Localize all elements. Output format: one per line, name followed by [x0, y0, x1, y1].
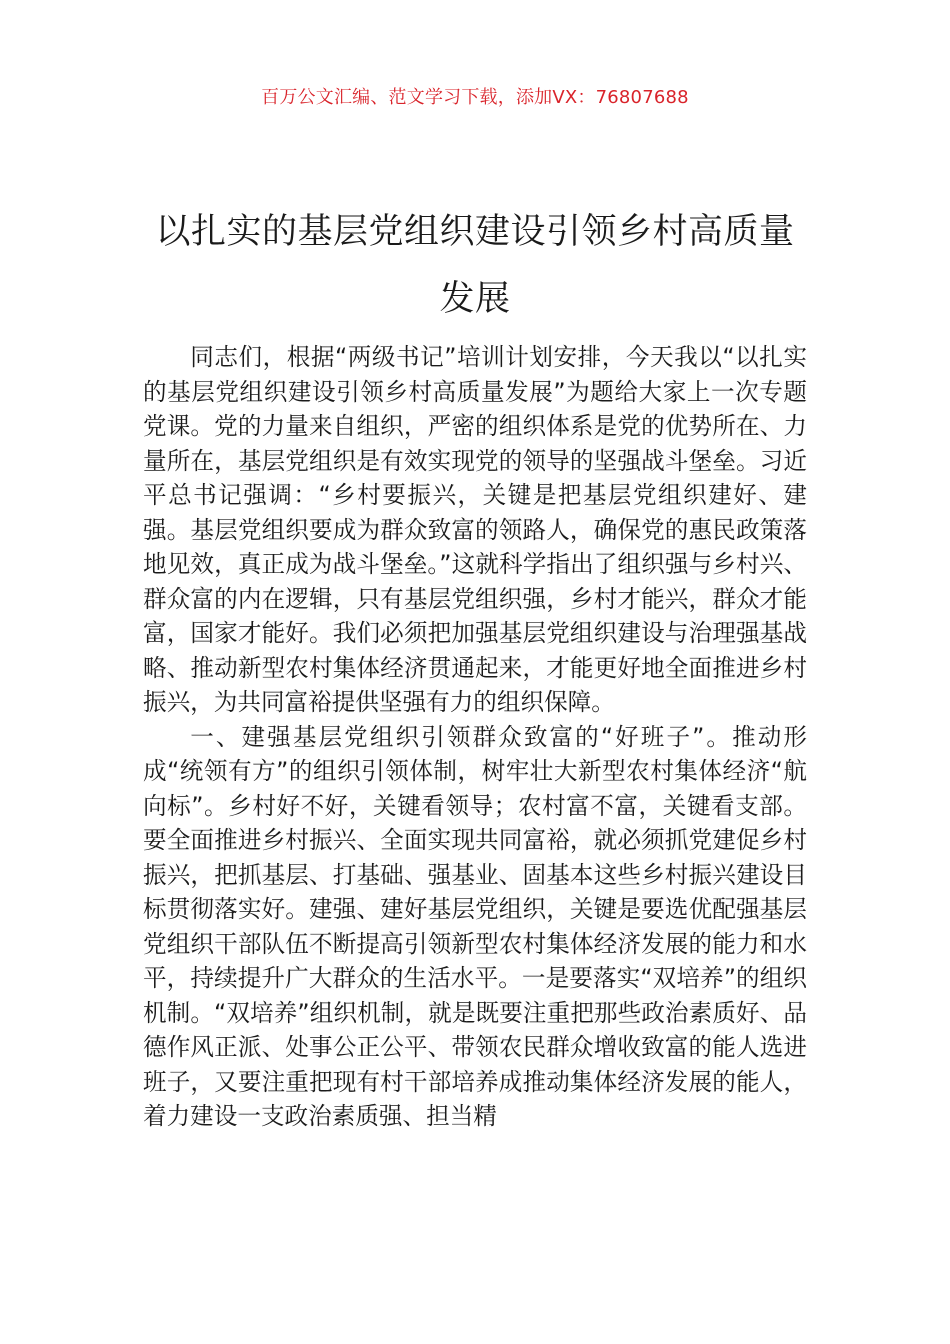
- document-title: 以扎实的基层党组织建设引领乡村高质量发展: [155, 212, 795, 320]
- paragraph-intro: 同志们，根据“两级书记”培训计划安排，今天我以“以扎实的基层党组织建设引领乡村高质量发展”为题给大家上一次专题党课。党的力量来自组织，严密的组织体系是党的优势所在、力量所在，基层党组织是有效实现党的领导的坚强战斗堡垒。习近平总书记强调：“乡村要振兴，关键是把基层党组织建好、建强。基层党组织要成为群众致富的领路人，确保党的惠民政策落地见效，真正成为战斗堡垒。”这就科学指出了组织强与乡村兴、群众富的内在逻辑，只有基层党组织强，乡村才能兴，群众才能富，国家才能好。我们必须把加强基层党组织建设与治理强基战略、推动新型农村集体经济贯通起来，才能更好地全面推进乡村振兴，为共同富裕提供坚强有力的组织保障。: [143, 343, 807, 716]
- paragraph-section-one: 一、建强基层党组织引领群众致富的“好班子”。推动形成“统领有方”的组织引领体制，树牢壮大新型农村集体经济“航向标”。乡村好不好，关键看领导；农村富不富，关键看支部。要全面推进乡村振兴、全面实现共同富裕，就必须抓党建促乡村振兴，把抓基层、打基础、强基业、固基本这些乡村振兴建设目标贯彻落实好。建强、建好基层党组织，关键是要选优配强基层党组织干部队伍不断提高引领新型农村集体经济发展的能力和水平，持续提升广大群众的生活水平。一是要落实“双培养”的组织机制。“双培养”组织机制，就是既要注重把那些政治素质好、品德作风正派、处事公正公平、带领农民群众增收致富的能人选进班子，又要注重把现有村干部培养成推动集体经济发展的能人，着力建设一支政治素质强、担当精: [143, 722, 807, 1130]
- header-note: 百万公文汇编、范文学习下载，添加VX：76807688: [261, 87, 689, 108]
- document-body: [143, 340, 807, 1134]
